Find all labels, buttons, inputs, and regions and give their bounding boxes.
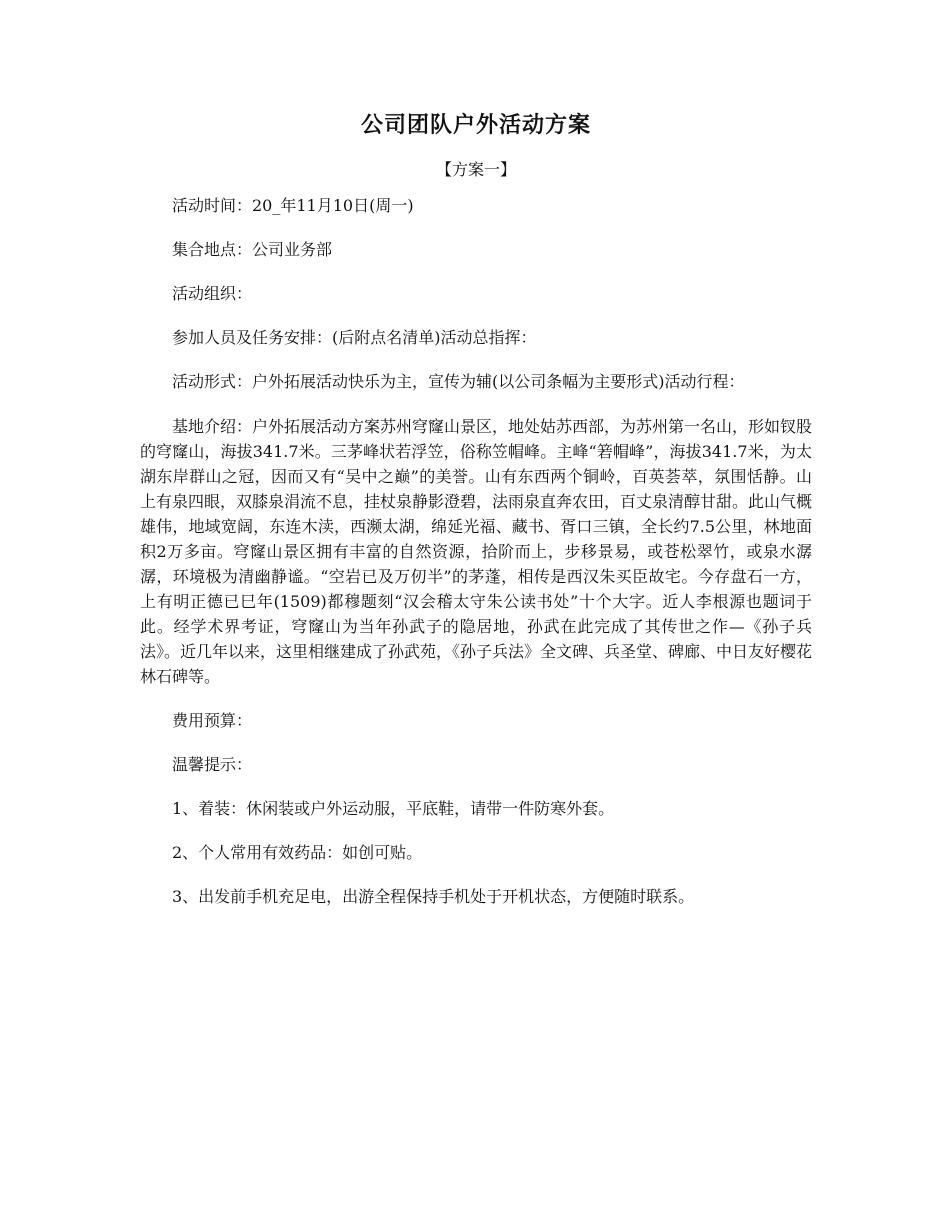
paragraph-reminder-heading: 温馨提示：	[172, 755, 253, 774]
paragraph-meeting-place: 集合地点：公司业务部	[172, 240, 333, 259]
paragraph-organization: 活动组织：	[172, 284, 253, 303]
paragraph-participants: 参加人员及任务安排：(后附点名清单)活动总指挥：	[172, 328, 537, 347]
paragraph-tip-phone: 3、出发前手机充足电，出游全程保持手机处于开机状态，方便随时联系。	[172, 887, 695, 906]
paragraph-base-introduction: 基地介绍：户外拓展活动方案苏州穹窿山景区，地处姑苏西部，为苏州第一名山，形如钗股的穹窿山，海拔341.7米。三茅峰状若浮笠，俗称笠帽峰。主峰“箬帽峰”，海拔341.7米，为太湖东岸群山之冠，因而又有“吴中之巅”的美誉。山有东西两个铜岭，百英荟萃，氛围恬静。山上有泉四眼，双膝泉涓流不息，挂杖泉静影澄碧，法雨泉直奔农田，百丈泉清醇甘甜。此山气概雄伟，地域宽阔，东连木渎，西濒太湖，绵延光福、藏书、胥口三镇，全长约7.5公里，林地面积2万多亩。穹窿山景区拥有丰富的自然资源，拾阶而上，步移景易，或苍松翠竹，或泉水潺潺，环境极为清幽静谧。“空岩已及万仞半”的茅蓬，相传是西汉朱买臣故宅。今存盘石一方，上有明正德已巳年(1509)都穆题刻“汉会稽太守朱公读书处”十个大字。近人李根源也题词于此。经学术界考证，穹窿山为当年孙武子的隐居地，孙武在此完成了其传世之作—《孙子兵法》。近几年以来，这里相继建成了孙武苑，《孙子兵法》全文碑、兵圣堂、碑廊、中日友好樱花林石碑等。	[140, 417, 813, 686]
paragraph-activity-format: 活动形式：户外拓展活动快乐为主，宣传为辅(以公司条幅为主要形式)活动行程：	[172, 372, 745, 391]
paragraph-activity-time: 活动时间：20_年11月10日(周一)	[172, 196, 414, 215]
document-body	[140, 108, 812, 909]
paragraph-budget: 费用预算：	[172, 711, 253, 730]
document-title: 公司团队户外活动方案	[360, 113, 591, 138]
plan-label: 【方案一】	[435, 160, 516, 179]
paragraph-tip-medicine: 2、个人常用有效药品：如创可贴。	[172, 843, 423, 862]
paragraph-tip-clothing: 1、着装：休闲装或户外运动服，平底鞋，请带一件防寒外套。	[172, 799, 615, 818]
